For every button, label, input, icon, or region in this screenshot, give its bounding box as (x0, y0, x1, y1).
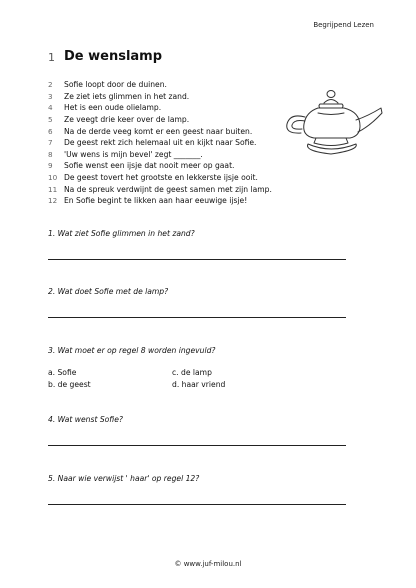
line-number: 7 (48, 138, 53, 148)
line-text: Ze ziet iets glimmen in het zand. (64, 91, 190, 101)
option-c: c. de lamp (172, 368, 212, 377)
question-3: 3. Wat moet er op regel 8 worden ingevuld? (48, 346, 216, 355)
oil-lamp-icon (268, 86, 388, 166)
option-a: a. Sofie (48, 368, 77, 377)
line-number: 6 (48, 126, 53, 136)
line-number: 3 (48, 91, 53, 101)
story-line (48, 195, 288, 207)
answer-line-5[interactable] (48, 504, 346, 505)
story-line (48, 126, 288, 138)
story-line (48, 91, 288, 103)
story-line (48, 102, 288, 114)
line-number: 9 (48, 161, 53, 171)
page-title: De wenslamp (64, 49, 163, 64)
line-number: 10 (48, 173, 58, 183)
line-number: 11 (48, 184, 58, 194)
line-number: 8 (48, 149, 53, 159)
line-text: Sofie wenst een ijsje dat nooit meer op gaat. (64, 161, 235, 171)
question-2: 2. Wat doet Sofie met de lamp? (48, 287, 169, 296)
line-text: Het is een oude olielamp. (64, 103, 162, 113)
line-number: 2 (48, 80, 53, 89)
line-number: 4 (48, 103, 53, 113)
question-5: 5. Naar wie verwijst ' haar' op regel 12? (48, 474, 200, 483)
line-text: En Sofie begint te likken aan haar eeuwige ijsje! (64, 196, 248, 206)
line-text: De geest tovert het grootste en lekkerste ijsje ooit. (64, 173, 258, 183)
story-line (48, 149, 288, 161)
question-1: 1. Wat ziet Sofie glimmen in het zand? (48, 229, 195, 238)
story-line (48, 184, 288, 196)
line-text: 'Uw wens is mijn bevel' zegt _______. (64, 149, 203, 159)
line-text: De geest rekt zich helemaal uit en kijkt naar Sofie. (64, 138, 257, 148)
line-text: Na de spreuk verdwijnt de geest samen met zijn lamp. (64, 184, 272, 194)
line-number: 12 (48, 196, 58, 206)
line-text: Sofie loopt door de duinen. (64, 80, 167, 89)
story-line (48, 137, 288, 149)
answer-line-2[interactable] (48, 317, 346, 318)
answer-line-1[interactable] (48, 259, 346, 260)
line-text: Na de derde veeg komt er een geest naar buiten. (64, 126, 253, 136)
option-d: d. haar vriend (172, 380, 226, 389)
story-line (48, 79, 288, 91)
story-lines (48, 79, 288, 207)
question-4: 4. Wat wenst Sofie? (48, 415, 123, 424)
line-text: Ze veegt drie keer over de lamp. (64, 114, 190, 124)
header-label: Begrijpend Lezen (313, 21, 374, 29)
footer-copyright: © www.juf-milou.nl (174, 560, 242, 568)
option-b: b. de geest (48, 380, 91, 389)
story-line (48, 160, 288, 172)
line-number: 5 (48, 114, 53, 124)
story-line (48, 114, 288, 126)
story-line (48, 172, 288, 184)
answer-line-4[interactable] (48, 445, 346, 446)
title-line-number: 1 (48, 51, 55, 64)
